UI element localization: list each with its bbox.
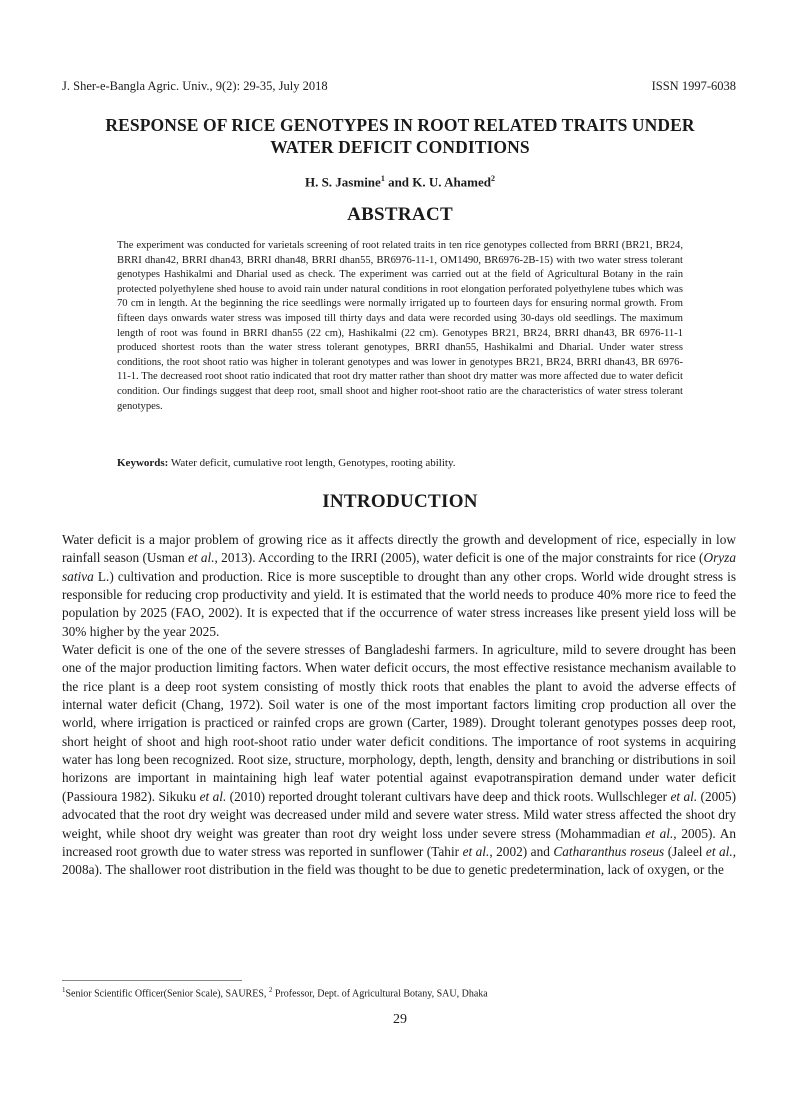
- running-head: [62, 79, 736, 94]
- keywords-text: Water deficit, cumulative root length, Genotypes, rooting ability.: [168, 457, 456, 469]
- author-1-affiliation-mark: 1: [380, 174, 385, 183]
- italic-run: Oryza sativa: [62, 550, 736, 584]
- text-run: Water deficit is a major problem of growing rice as it affects directly the growth and development of rice, especially in low rainfall season (Usman: [62, 532, 736, 566]
- footnote: [62, 986, 736, 999]
- footnote-mark-1: 1: [62, 986, 66, 994]
- text-run: , 2002) and: [489, 843, 554, 859]
- text-run: (2010) reported drought tolerant cultivars have deep and thick roots. Wullschleger: [226, 788, 671, 804]
- keywords-label: Keywords:: [117, 457, 169, 469]
- author-2-affiliation-mark: 2: [491, 174, 496, 183]
- authors: [0, 174, 800, 190]
- paper-title: [60, 114, 740, 158]
- footnote-text-2: Professor, Dept. of Agricultural Botany, SAU, Dhaka: [272, 988, 488, 1000]
- title-line-2: WATER DEFICIT CONDITIONS: [270, 137, 530, 157]
- footnote-mark-2: 2: [268, 986, 273, 994]
- abstract-heading: ABSTRACT: [347, 204, 453, 225]
- text-run: Water deficit is one of the one of the severe stresses of Bangladeshi farmers. In agriculture, mild to severe drought has been one of the major production limiting factors. When water deficit occurs, the most effective resistance mechanism available to the rice plant is a deep root system consisting of mostly thick roots that enables the plant to avoid the adverse effects of internal water deficit (Chang, 1972). Soil water is one of the most important factors limiting crop production all over the world, where irrigation is practiced or rainfed crops are grown (Carter, 1989). Drought tolerant genotypes posses deep root, short height of shoot and high root-shoot ratio under water deficit conditions. The importance of root systems in acquiring water has long been recognized. Root size, structure, morphology, depth, length, density and branching or distributions in soil horizons are important in maintaining high leaf water potential against evapotranspiration demand under water deficit (Passioura 1982). Sikuku: [62, 642, 736, 804]
- issn: ISSN 1997-6038: [651, 79, 736, 93]
- italic-run: et al.: [670, 788, 698, 804]
- text-run: , 2008a). The shallower root distribution in the field was thought to be due to genetic predetermination, lack of oxygen, or the: [62, 843, 737, 878]
- footnote-text-1: Senior Scientific Officer(Senior Scale), SAURES,: [65, 988, 269, 1000]
- text-run: (2005) advocated that the root dry weight was decreased under mild and severe water stress. Mild water stress affected the shoot dry weight, while shoot dry weight was greater than root dry weight loss under severe stress (Mohammadian: [62, 788, 736, 841]
- intro-paragraph-1: [62, 531, 736, 641]
- text-run: , 2013). According to the IRRI (2005), water deficit is one of the major constraints for rice (: [214, 550, 704, 566]
- page-number: 29: [393, 1012, 407, 1027]
- title-line-1: RESPONSE OF RICE GENOTYPES IN ROOT RELATED TRAITS UNDER: [105, 115, 695, 135]
- italic-run: et al.: [187, 550, 215, 566]
- italic-run: et al.: [199, 788, 227, 804]
- abstract-text: The experiment was conducted for varietals screening of root related traits in ten rice genotypes collected from BRRI (BR21, BR24, BRRI dhan42, BRRI dhan43, BRRI dhan48, BRRI dhan55, BR6976-11-1, OM1490, BR6976-2B-15) with two water stress tolerant genotypes Hashikalmi and Dharial used as check. The experiment was carried out at the field of Agricultural Botany in the rain protected polyethylene shed house to avoid rain under natural conditions in root elongation perforated polyethylene tubes which was 70 cm in length. At the beginning the rice seedlings were normally irrigated up to fourteen days for ensuring normal growth. From fifteen days onwards water stress was imposed till thirty days and data were recorded using 30-days old seedlings. The maximum length of root was found in BRRI dhan55 (22 cm), Hashikalmi (22 cm). Genotypes BR21, BR24, BRRI dhan43, BR 6976-11-1 produced shortest roots than the water stress tolerant genotypes, BRRI dhan55, Hashikalmi and Dharial. Under water stress conditions, the root shoot ratio was higher in tolerant genotypes and was lower in genotypes BR21, BR24, BRRI dhan43, BR 6976-11-1. The decreased root shoot ratio indicated that root dry matter rather than shoot dry matter was more affected due to water deficit condition. Our findings suggest that deep root, small shoot and higher root-shoot ratio are the characteristics of water stress tolerant genotypes.: [117, 240, 683, 412]
- journal-citation: J. Sher-e-Bangla Agric. Univ., 9(2): 29-35, July 2018: [62, 79, 328, 93]
- text-run: (Jaleel: [664, 843, 706, 859]
- italic-run: et al.: [705, 843, 733, 859]
- author-1: H. S. Jasmine: [304, 174, 381, 190]
- author-2: K. U. Ahamed: [412, 174, 492, 190]
- italic-run: et al.: [462, 843, 490, 859]
- footnote-divider: [62, 980, 242, 981]
- text-run: L.) cultivation and production. Rice is more susceptible to drought than any other crops. World wide drought stress is responsible for reducing crop productivity and yield. It is estimated that the world needs to produce 40% more rice to feed the population by 2025 (FAO, 2002). It is expected that if the occurrence of water stress increases like present yield loss will be 30% higher by the year 2025.: [62, 568, 736, 639]
- introduction-body: [62, 531, 736, 880]
- italic-run: et al.: [645, 825, 674, 841]
- introduction-heading: INTRODUCTION: [322, 491, 478, 512]
- text-run: , 2005). An increased root growth due to water stress was reported in sunflower (Tahir: [62, 825, 736, 859]
- author-conjunction: and: [384, 174, 413, 190]
- italic-run: Catharanthus roseus: [553, 843, 665, 859]
- keywords: [117, 457, 683, 469]
- intro-paragraph-2: [62, 641, 736, 879]
